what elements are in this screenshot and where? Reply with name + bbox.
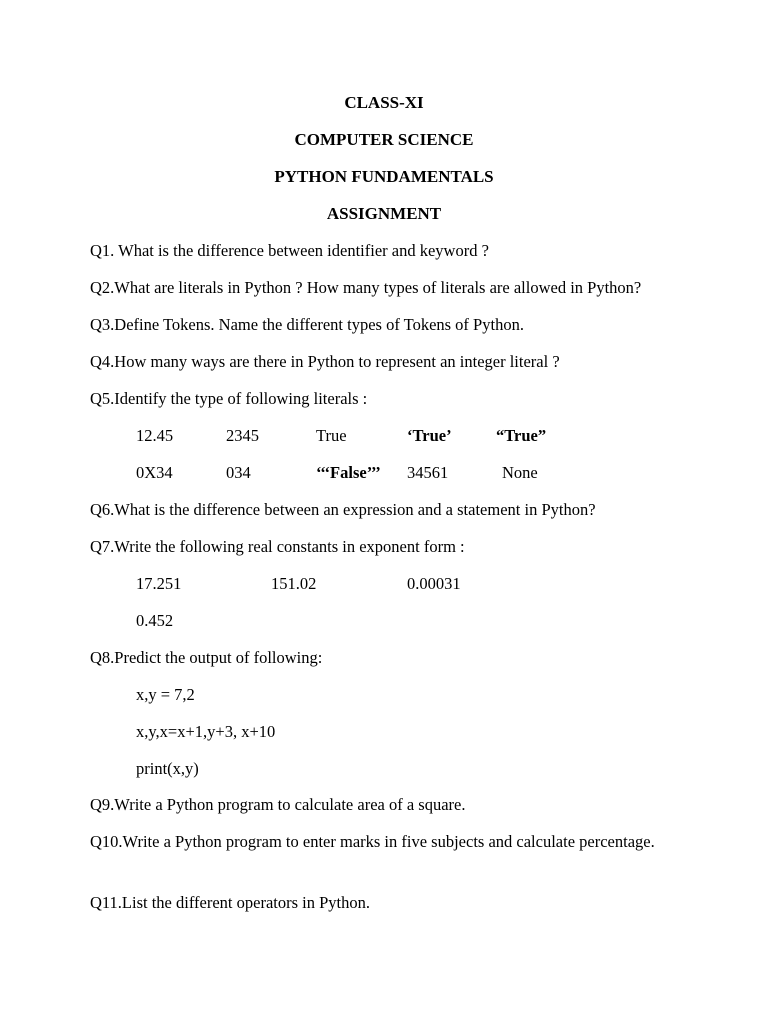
- question-4: Q4.How many ways are there in Python to represent an integer literal ?: [90, 352, 560, 371]
- literal-cell: 034: [226, 463, 251, 482]
- assignment-heading: ASSIGNMENT: [326, 204, 442, 223]
- literal-cell: ‘‘‘False’’’: [316, 463, 381, 482]
- literal-cell: 34561: [407, 463, 449, 482]
- class-heading: CLASS-XI: [344, 93, 424, 112]
- constant-cell: 0.452: [136, 611, 174, 630]
- literal-cell: True: [316, 426, 347, 445]
- question-2: Q2.What are literals in Python ? How many types of literals are allowed in Python?: [90, 278, 642, 297]
- literal-cell: “True”: [496, 426, 547, 445]
- question-10: Q10.Write a Python program to enter marks in five subjects and calculate percentage.: [90, 832, 655, 851]
- constant-cell: 17.251: [136, 574, 182, 593]
- subject-heading: COMPUTER SCIENCE: [294, 130, 474, 149]
- constant-cell: 151.02: [271, 574, 317, 593]
- literal-cell: None: [502, 463, 538, 482]
- literal-cell: 0X34: [136, 463, 173, 482]
- question-11: Q11.List the different operators in Python.: [90, 893, 370, 912]
- question-7: Q7.Write the following real constants in exponent form :: [90, 537, 465, 556]
- code-line: print(x,y): [136, 759, 199, 778]
- question-5: Q5.Identify the type of following literals :: [90, 389, 368, 408]
- question-3: Q3.Define Tokens. Name the different types of Tokens of Python.: [90, 315, 524, 334]
- question-9: Q9.Write a Python program to calculate area of a square.: [90, 795, 466, 814]
- literal-cell: ‘True’: [407, 426, 452, 445]
- constant-cell: 0.00031: [407, 574, 461, 593]
- question-8: Q8.Predict the output of following:: [90, 648, 323, 667]
- question-1: Q1. What is the difference between identifier and keyword ?: [90, 241, 489, 260]
- literal-cell: 2345: [226, 426, 259, 445]
- topic-heading: PYTHON FUNDAMENTALS: [274, 167, 494, 186]
- question-6: Q6.What is the difference between an expression and a statement in Python?: [90, 500, 596, 519]
- code-line: x,y = 7,2: [136, 685, 195, 704]
- literal-cell: 12.45: [136, 426, 174, 445]
- code-line: x,y,x=x+1,y+3, x+10: [136, 722, 276, 741]
